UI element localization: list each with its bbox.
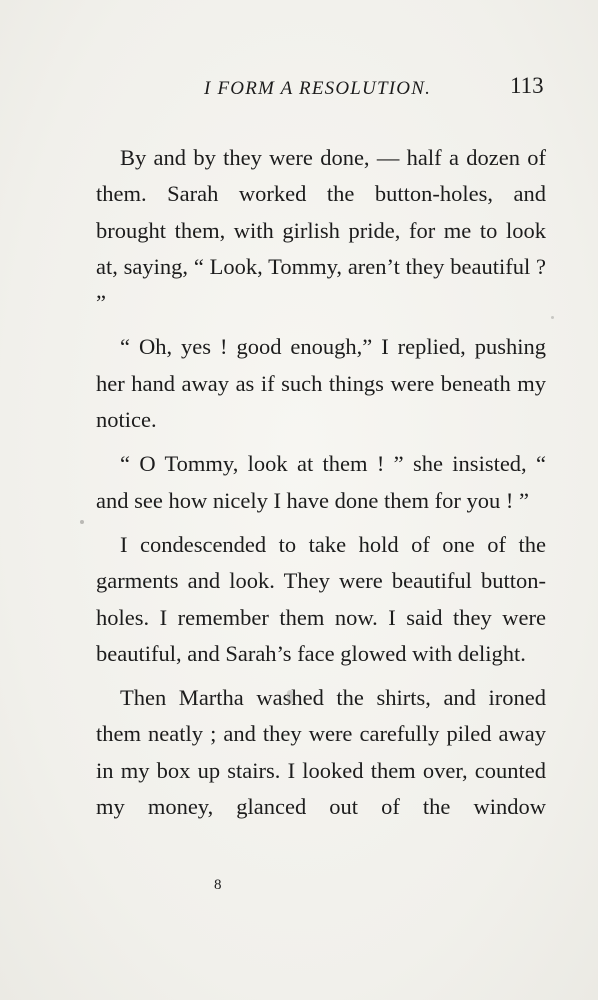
chapter-title: I FORM A RESOLUTION. <box>204 78 432 99</box>
paper-speck <box>551 316 554 319</box>
running-head <box>0 73 598 108</box>
paper-speck <box>80 520 84 524</box>
page-number: 113 <box>510 73 544 98</box>
paragraph: “ O Tommy, look at them ! ” she insisted, “ and see how nicely I have done them for you ! ” <box>96 451 546 513</box>
paragraph: By and by they were done, — half a dozen of them. Sarah worked the button-holes, and brought them, with girlish pride, for me to look at, saying, “ Look, Tommy, aren’t they beautiful ? ” <box>96 145 546 316</box>
paragraph: I condescended to take hold of one of the garments and look. They were beautiful button-holes. I remember them now. I said they were beautiful, and Sarah’s face glowed with delight. <box>96 531 546 666</box>
paper-speck <box>287 690 293 704</box>
paragraph: Then Martha washed the shirts, and ironed them neatly ; and they were carefully piled away in my box up stairs. I looked them over, counted my money, glanced out of the window <box>96 685 546 820</box>
paragraph: “ Oh, yes ! good enough,” I replied, pushing her hand away as if such things were beneath my notice. <box>96 334 546 433</box>
body-text <box>96 140 546 833</box>
signature-mark: 8 <box>214 877 222 893</box>
